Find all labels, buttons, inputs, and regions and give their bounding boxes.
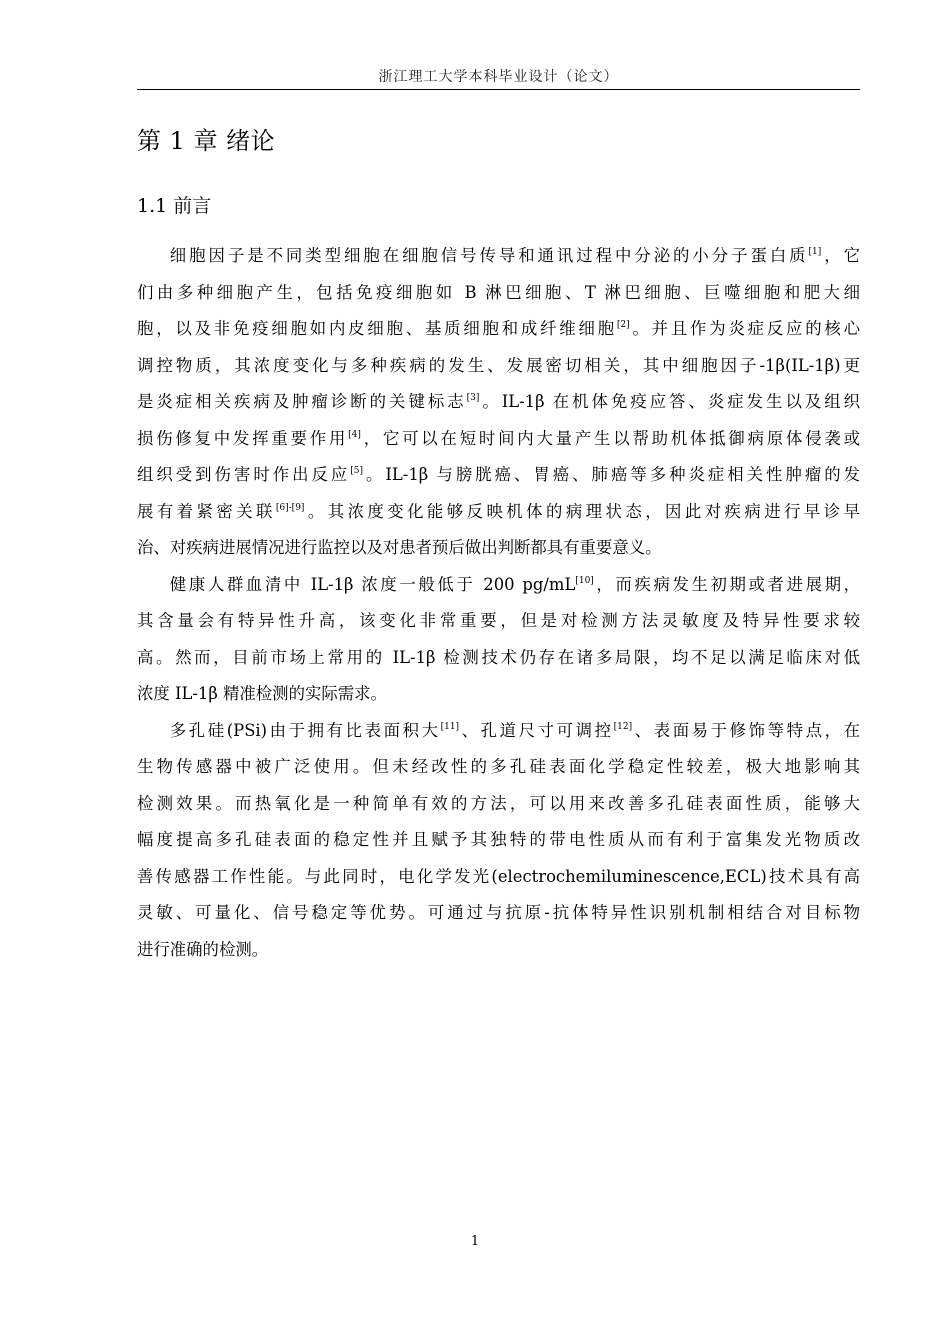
paragraph-1 [137,238,860,275]
text-run: 、表面易于修饰等特点，在 [632,720,861,740]
text-line: 其含量会有特异性升高，该变化非常重要，但是对检测方法灵敏度及特异性要求较 [137,611,860,630]
text-line: 调控物质，其浓度变化与多种疾病的发生、发展密切相关，其中细胞因子-1β(IL-1β)更 [137,355,860,375]
citation: [5] [350,466,364,476]
text-line [137,457,860,494]
text-line [137,421,860,458]
text-line [137,494,860,531]
section-title: 1.1 前言 [137,195,212,217]
text-line: 灵敏、可量化、信号稳定等优势。可通过与抗原-抗体特异性识别机制相结合对目标物 [137,903,860,922]
chapter-title: 第 1 章 绪论 [137,127,276,155]
citation: [6]-[9] [275,502,305,513]
text-line: 们由多种细胞产生，包括免疫细胞如 B 淋巴细胞、T 淋巴细胞、巨噬细胞和肥大细 [137,282,860,302]
text-run: 是炎症相关疾病及肿瘤诊断的关键标志 [137,392,467,411]
text-run: 损伤修复中发挥重要作用 [137,428,349,448]
text-run: 、孔道尺寸可调控 [459,720,614,740]
citation: [11] [440,721,460,732]
citation: [4] [348,429,361,440]
text-line: 善传感器工作性能。与此同时，电化学发光(electrochemiluminescence,ECL)技术具有高 [137,866,860,886]
text-run: 组织受到伤害时作出反应 [137,465,351,484]
text-run: ，它可以在短时间内大量产生以帮助机体抵御病原体侵袭或 [360,428,860,448]
text-line: 治、对疾病进展情况进行监控以及对患者预后做出判断都具有重要意义。 [137,538,662,557]
text-run: ，而疾病发生初期或者进展期， [593,574,861,594]
citation: [1] [808,247,822,257]
paragraph-3 [137,713,860,750]
text-line: 生物传感器中被广泛使用。但未经改性的多孔硅表面化学稳定性较差，极大地影响其 [137,757,860,776]
text-run: 。IL-1β 在机体免疫应答、炎症发生以及组织 [479,392,861,411]
running-header: 浙江理工大学本科毕业设计（论文） [378,69,619,85]
citation: [10] [575,575,594,586]
text-run: 健康人群血清中 IL-1β 浓度一般低于 200 pg/mL [169,574,576,594]
citation: [2] [616,320,630,330]
text-line: 高。然而，目前市场上常用的 IL-1β 检测技术仍存在诸多局限，均不足以满足临床对低 [137,647,860,667]
text-line [137,311,860,348]
body-text [137,238,860,968]
paragraph-2 [137,567,860,604]
text-run: 细胞因子是不同类型细胞在细胞信号传导和通讯过程中分泌的小分子蛋白质 [169,246,809,265]
text-line: 检测效果。而热氧化是一种简单有效的方法，可以用来改善多孔硅表面性质，能够大 [137,793,860,813]
text-run: 多孔硅(PSi)由于拥有比表面积大 [169,720,441,740]
text-line [137,384,860,421]
header-rule [137,89,860,90]
citation: [12] [613,721,633,732]
text-run: 展有着紧密关联 [137,501,276,521]
page-number: 1 [470,1234,480,1249]
text-run: 胞，以及非免疫细胞如内皮细胞、基质细胞和成纤维细胞 [137,319,617,338]
text-line [137,713,860,750]
text-run: 。IL-1β 与膀胱癌、胃癌、肺癌等多种炎症相关性肿瘤的发 [363,465,861,484]
text-run: ，它 [821,246,861,265]
text-run: 。并且作为炎症反应的核心 [629,319,861,338]
citation: [3] [466,393,480,403]
text-line: 浓度 IL-1β 精准检测的实际需求。 [137,684,387,703]
text-line [137,567,860,604]
text-run: 。其浓度变化能够反映机体的病理状态，因此对疾病进行早诊早 [304,501,860,521]
text-line: 幅度提高多孔硅表面的稳定性并且赋予其独特的带电性质从而有利于富集发光物质改 [137,830,860,849]
text-line [137,238,860,275]
text-line: 进行准确的检测。 [137,939,269,959]
